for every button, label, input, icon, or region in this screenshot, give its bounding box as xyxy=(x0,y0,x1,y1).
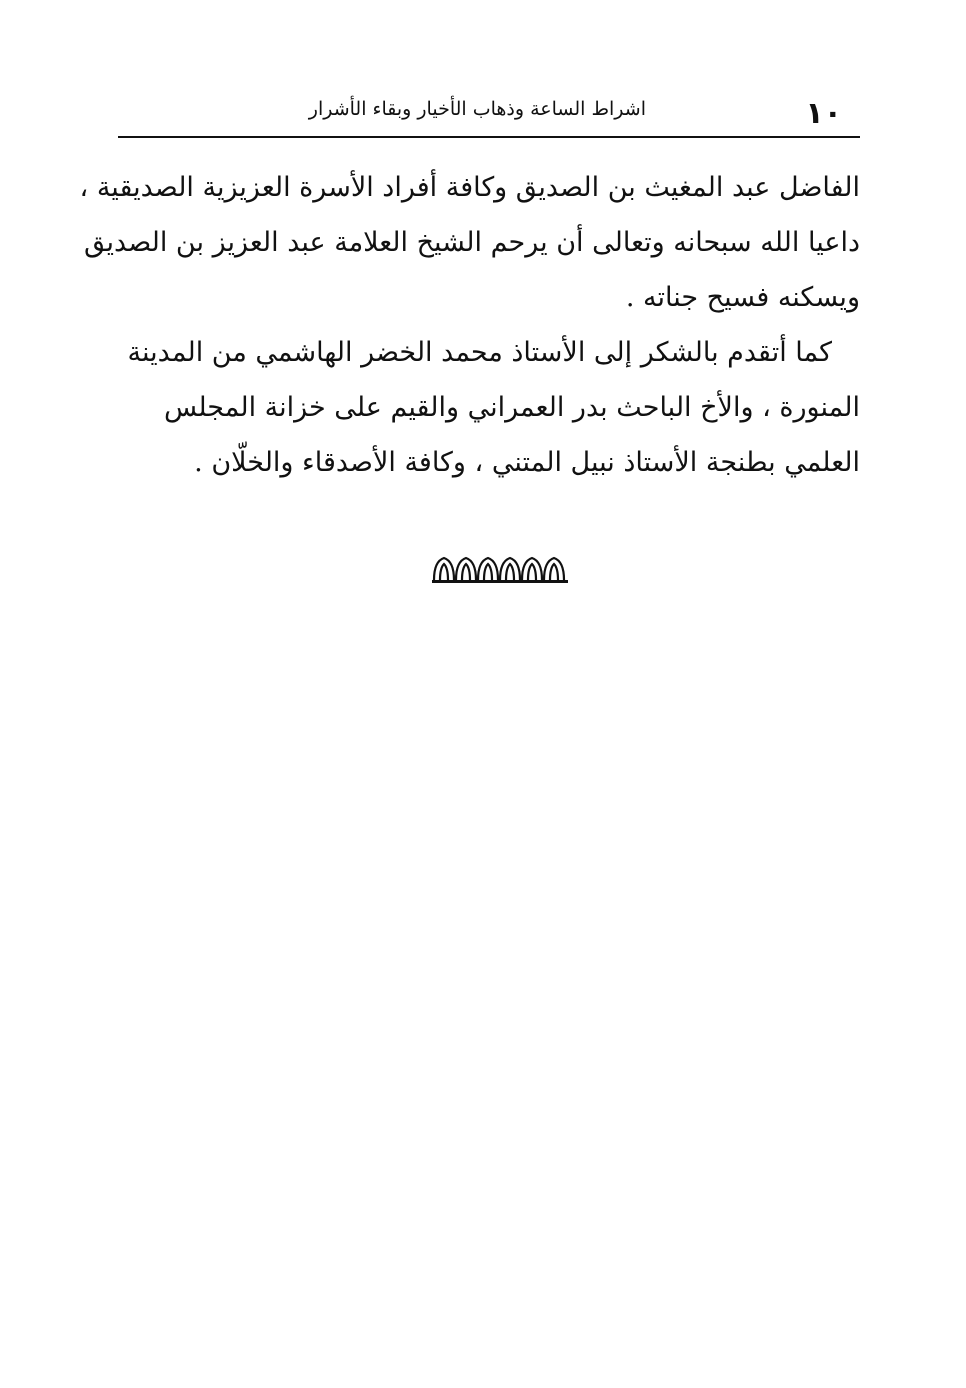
text-line: كما أتقدم بالشكر إلى الأستاذ محمد الخضر الهاشمي من المدينة xyxy=(127,337,832,368)
body-text xyxy=(79,160,860,490)
page-header xyxy=(118,82,860,138)
header-rule xyxy=(118,136,860,138)
text-line: ويسكنه فسيح جناته . xyxy=(625,282,860,313)
text-line: داعيا الله سبحانه وتعالى أن يرحم الشيخ العلامة عبد العزيز بن الصديق xyxy=(83,227,860,258)
paragraph-2 xyxy=(122,325,860,490)
arabesque-divider-icon xyxy=(432,554,568,584)
page-number: ١٠ xyxy=(805,96,842,131)
text-line: المنورة ، والأخ الباحث بدر العمراني والقيم على خزانة المجلس xyxy=(163,392,860,423)
paragraph-1 xyxy=(79,160,860,325)
running-title: اشراط الساعة وذهاب الأخيار وبقاء الأشرار xyxy=(308,98,646,120)
text-line: الفاضل عبد المغيث بن الصديق وكافة أفراد الأسرة العزيزية الصديقية ، xyxy=(79,172,860,203)
text-line: العلمي بطنجة الأستاذ نبيل المتني ، وكافة الأصدقاء والخلّان . xyxy=(194,447,860,478)
